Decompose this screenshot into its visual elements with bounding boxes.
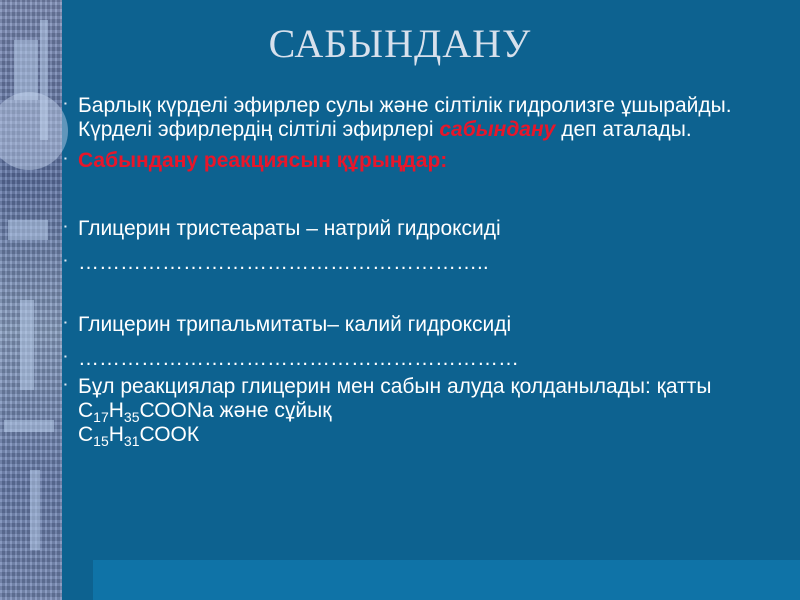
formula2-c-sub: 15 <box>93 433 109 449</box>
formula1-c-sub: 17 <box>93 409 109 425</box>
formula2-tail: СООК <box>139 423 200 446</box>
formula1-tail: СООNa және сұйық <box>139 399 332 422</box>
slide-title: САБЫНДАНУ <box>268 21 532 66</box>
reaction-2: ▪ Глицерин трипальмитаты– калий гидроксиді <box>78 313 778 337</box>
decorative-circle <box>0 92 68 170</box>
formula2-c: С <box>78 423 94 446</box>
formula1-h-sub: 35 <box>123 409 140 425</box>
reaction-1: ▪ Глицерин тристеараты – натрий гидроксиді <box>78 217 778 241</box>
decorative-bottom-bar <box>93 560 800 600</box>
intro-paragraph <box>78 94 778 142</box>
task-heading: ▪ Сабындану реакциясын құрыңдар: <box>78 149 778 173</box>
dots-line-1: ▪ ………………………………………………….. <box>78 251 778 275</box>
conclusion-paragraph <box>78 375 778 447</box>
intro-highlight: сабындану <box>439 118 556 141</box>
formula2-h-sub: 31 <box>123 433 140 449</box>
intro-text-2: деп аталады. <box>555 118 692 141</box>
formula1-h: Н <box>108 399 124 422</box>
formula2-h: Н <box>108 423 124 446</box>
intro-text-1: Барлық күрделі эфирлер сулы және сілтілік гидролизге ұшырайды. Күрделі эфирлердің сілтілі эфирлері <box>78 94 732 141</box>
conclusion-text: Бұл реакциялар глицерин мен сабын алуда қолданылады: қатты С <box>78 375 712 422</box>
decorative-sidebar <box>0 0 62 600</box>
slide-content <box>78 94 778 447</box>
dots-line-2: ▪ ……………………………………………………… <box>78 347 778 371</box>
